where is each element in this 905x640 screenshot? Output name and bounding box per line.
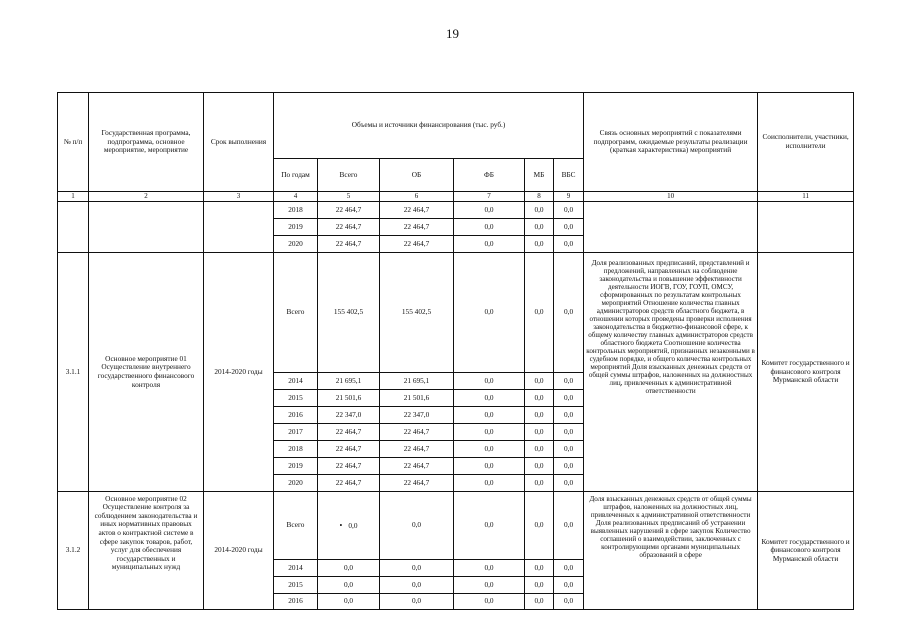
total-cell: 21 501,6 [318,390,380,407]
total-cell: 22 464,7 [318,424,380,441]
fb-cell: 0,0 [454,475,525,492]
fb-cell: 0,0 [454,492,525,560]
year-cell: 2020 [274,475,318,492]
measure-num: 3.1.2 [58,492,89,610]
year-cell: 2014 [274,373,318,390]
ob-cell: 155 402,5 [380,253,454,373]
year-cell: 2015 [274,577,318,594]
measure-description [584,253,758,492]
year-cell: 2016 [274,594,318,610]
carry-num-cell [58,202,89,253]
header-fb: ФБ [454,159,525,192]
mb-cell: 0,0 [525,373,554,390]
mb-cell: 0,0 [525,475,554,492]
fb-cell: 0,0 [454,424,525,441]
mb-cell: 0,0 [525,594,554,610]
year-cell: 2018 [274,441,318,458]
col-number: 5 [318,192,380,202]
ob-cell: 22 464,7 [380,424,454,441]
financing-table [57,92,854,610]
col-number: 1 [58,192,89,202]
fb-cell: 0,0 [454,390,525,407]
measure-name [89,492,204,610]
total-cell: 21 695,1 [318,373,380,390]
header-program: Государственная программа, подпрограмма, основное мероприятие, мероприятие [89,93,204,192]
total-cell: 0,0 [318,594,380,610]
year-cell: 2020 [274,236,318,253]
fb-cell: 0,0 [454,373,525,390]
ob-cell: 0,0 [380,492,454,560]
ob-cell: 22 464,7 [380,475,454,492]
fb-cell: 0,0 [454,253,525,373]
vbs-cell: 0,0 [554,219,584,236]
vbs-cell: 0,0 [554,390,584,407]
vbs-cell: 0,0 [554,236,584,253]
scan-dot: • [339,520,343,530]
mb-cell: 0,0 [525,441,554,458]
mb-cell: 0,0 [525,236,554,253]
header-total: Всего [318,159,380,192]
fb-cell: 0,0 [454,441,525,458]
header-vbs: ВБС [554,159,584,192]
year-cell: 2019 [274,219,318,236]
vbs-cell: 0,0 [554,253,584,373]
total-cell: 22 464,7 [318,441,380,458]
col-number: 11 [758,192,854,202]
year-cell: 2016 [274,407,318,424]
col-number: 7 [454,192,525,202]
header-mb: МБ [525,159,554,192]
vbs-cell: 0,0 [554,475,584,492]
measure-name-text: Основное мероприятие 02 Осуществление контроля за соблюдением законодательства и иных нормативных правовых актов о контрактной системе в сфере закупок товаров, работ, услуг для обеспечения государственных и муниципальных нужд [94,494,198,572]
ob-cell: 22 347,0 [380,407,454,424]
measure-name: Основное мероприятие 01 Осуществление внутреннего государственного финансового контроля [89,253,204,492]
ob-cell: 0,0 [380,560,454,577]
year-cell: Всего [274,492,318,560]
table-row [58,492,854,560]
header-term: Срок выполнения [204,93,274,192]
table-row [58,253,854,373]
mb-cell: 0,0 [525,390,554,407]
total-cell: 22 464,7 [318,475,380,492]
carry-name-cell [89,202,204,253]
vbs-cell: 0,0 [554,441,584,458]
year-cell: 2014 [274,560,318,577]
total-cell: 22 464,7 [318,202,380,219]
table-row [58,202,854,219]
measure-executor: Комитет государственного и финансового контроля Мурманской области [758,253,854,492]
ob-cell: 21 695,1 [380,373,454,390]
fb-cell: 0,0 [454,202,525,219]
ob-cell: 21 501,6 [380,390,454,407]
col-number: 2 [89,192,204,202]
vbs-cell: 0,0 [554,560,584,577]
total-cell [318,492,380,560]
year-cell: 2015 [274,390,318,407]
total-cell: 0,0 [318,560,380,577]
table-header-row [58,93,854,159]
year-cell: 2019 [274,458,318,475]
col-number: 9 [554,192,584,202]
col-number: 4 [274,192,318,202]
total-cell: 22 464,7 [318,458,380,475]
carry-executor-cell [758,202,854,253]
ob-cell: 22 464,7 [380,441,454,458]
mb-cell: 0,0 [525,424,554,441]
measure-description-text: Доля реализованных предписаний, представлений и предложений, направленных на соблюдение законодательства и повышение эффективности деятельности ИОГВ, ГОУ, ГОУП, ОМСУ, сформированных по результатам контрольных мероприятий Отношение количества главных администраторов средств областного бюджета, в отношении которых проведены проверки исполнения законодательства в бюджетно-финансовой сфере, к общему количеству главных администраторов средств областного бюджета Соотношение количества контрольных мероприятий, признанных незаконными в судебном порядке, и общего количества контрольных мероприятий Доля взысканных денежных средств от общей суммы штрафов, наложенных на должностных лиц, привлеченных к административной ответственности [586,259,755,396]
measure-description-text: Доля взысканных денежных средств от общей суммы штрафов, наложенных на должностных лиц, привлеченных к административной ответственности Доля реализованных предписаний об устранении выявленных нарушений в сфере закупок Количество соглашений о взаимодействии, заключенных с контролирующими органами муниципальных образований в сфере [589,494,752,559]
header-executors: Соисполнители, участники, исполнители [758,93,854,192]
vbs-cell: 0,0 [554,373,584,390]
year-cell: 2018 [274,202,318,219]
ob-cell: 22 464,7 [380,458,454,475]
column-number-row [58,192,854,202]
mb-cell: 0,0 [525,492,554,560]
header-link: Связь основных мероприятий с показателями подпрограмм, ожидаемые результаты реализации (краткая характеристика) мероприятий [584,93,758,192]
ob-cell: 0,0 [380,577,454,594]
year-cell: 2017 [274,424,318,441]
mb-cell: 0,0 [525,560,554,577]
year-cell: Всего [274,253,318,373]
ob-cell: 0,0 [380,594,454,610]
carry-desc-cell [584,202,758,253]
ob-cell: 22 464,7 [380,219,454,236]
total-value: 0,0 [348,520,358,530]
vbs-cell: 0,0 [554,577,584,594]
mb-cell: 0,0 [525,458,554,475]
ob-cell: 22 464,7 [380,236,454,253]
total-cell: 22 347,0 [318,407,380,424]
vbs-cell: 0,0 [554,202,584,219]
col-number: 8 [525,192,554,202]
mb-cell: 0,0 [525,253,554,373]
measure-num: 3.1.1 [58,253,89,492]
header-num: № п/п [58,93,89,192]
total-cell: 22 464,7 [318,236,380,253]
header-financing: Объемы и источники финансирования (тыс. руб.) [274,93,584,159]
col-number: 10 [584,192,758,202]
col-number: 3 [204,192,274,202]
col-number: 6 [380,192,454,202]
header-by-years: По годам [274,159,318,192]
fb-cell: 0,0 [454,236,525,253]
measure-executor: Комитет государственного и финансового контроля Мурманской области [758,492,854,610]
carry-term-cell [204,202,274,253]
vbs-cell: 0,0 [554,424,584,441]
measure-term: 2014-2020 годы [204,253,274,492]
fb-cell: 0,0 [454,407,525,424]
vbs-cell: 0,0 [554,407,584,424]
fb-cell: 0,0 [454,458,525,475]
mb-cell: 0,0 [525,407,554,424]
fb-cell: 0,0 [454,594,525,610]
fb-cell: 0,0 [454,219,525,236]
vbs-cell: 0,0 [554,492,584,560]
total-cell: 0,0 [318,577,380,594]
fb-cell: 0,0 [454,560,525,577]
mb-cell: 0,0 [525,219,554,236]
mb-cell: 0,0 [525,577,554,594]
page-number: 19 [446,26,459,41]
vbs-cell: 0,0 [554,458,584,475]
total-cell: 155 402,5 [318,253,380,373]
total-cell: 22 464,7 [318,219,380,236]
mb-cell: 0,0 [525,202,554,219]
measure-description [584,492,758,610]
measure-term: 2014-2020 годы [204,492,274,610]
ob-cell: 22 464,7 [380,202,454,219]
header-ob: ОБ [380,159,454,192]
vbs-cell: 0,0 [554,594,584,610]
fb-cell: 0,0 [454,577,525,594]
